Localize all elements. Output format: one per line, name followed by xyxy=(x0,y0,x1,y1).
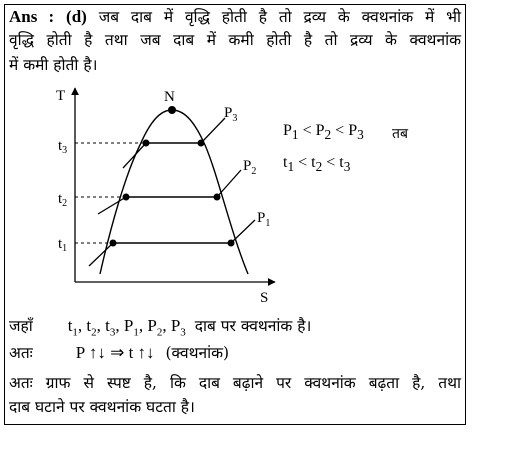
hence-row xyxy=(9,343,229,363)
answer-line-2: वृद्धि होती है तथा जब दाब में कमी होती है तो द्रव्य के क्वथनांक xyxy=(9,31,461,49)
p2-label: $P_2$ xyxy=(243,158,257,177)
critical-point-label: N xyxy=(164,89,175,105)
critical-point xyxy=(168,106,176,114)
answer-option: (d) xyxy=(66,7,87,26)
where-row xyxy=(9,316,311,342)
t3-label: $t_3$ xyxy=(58,138,68,156)
p1-isobar-right xyxy=(231,220,255,243)
hence-relation: P ↑↓ ⇒ t ↑↓ xyxy=(75,343,155,362)
answer-text-1: जब दाब में वृद्धि होती है तो द्रव्य के क्वथनांक में भी xyxy=(98,8,462,26)
pressure-order: $P_1 < P_2 < P_3$ xyxy=(283,122,364,143)
saturation-dome xyxy=(100,110,248,274)
temperature-order: $t_1 < t_2 < t_3$ xyxy=(283,154,351,175)
p2-isobar-right xyxy=(217,170,241,197)
answer-prefix: Ans : xyxy=(9,7,55,26)
answer-line-3: में कमी होती है। xyxy=(9,56,98,74)
p1-isobar-left xyxy=(89,243,113,266)
where-text: दाब पर क्वथनांक है। xyxy=(194,317,312,335)
p3-label: $P_3$ xyxy=(224,105,238,124)
where-symbols: $t_1$, $t_2$, $t_3$, $P_1$, $P_2$, $P_3$ xyxy=(67,316,186,339)
t1-label: $t_1$ xyxy=(58,236,68,254)
tab-word: तब xyxy=(392,126,408,142)
p1-label: $P_1$ xyxy=(257,210,271,229)
conclusion-line-1: अतः ग्राफ से स्पष्ट है, कि दाब बढ़ाने पर क्वथनांक बढ़ता है, तथा xyxy=(9,374,461,392)
hence-label: अतः xyxy=(9,344,33,362)
where-label: जहाँ xyxy=(9,317,33,335)
hence-note: (क्वथनांक) xyxy=(165,344,230,362)
p2-isobar-left xyxy=(98,197,126,214)
conclusion-line-2: दाब घटाने पर क्वथनांक घटता है। xyxy=(9,398,195,416)
p3-isobar-right xyxy=(201,118,225,143)
x-axis-label: S xyxy=(260,290,269,306)
y-axis-label: T xyxy=(56,88,66,104)
p3-isobar-left xyxy=(123,143,146,168)
t2-label: $t_2$ xyxy=(58,191,68,209)
